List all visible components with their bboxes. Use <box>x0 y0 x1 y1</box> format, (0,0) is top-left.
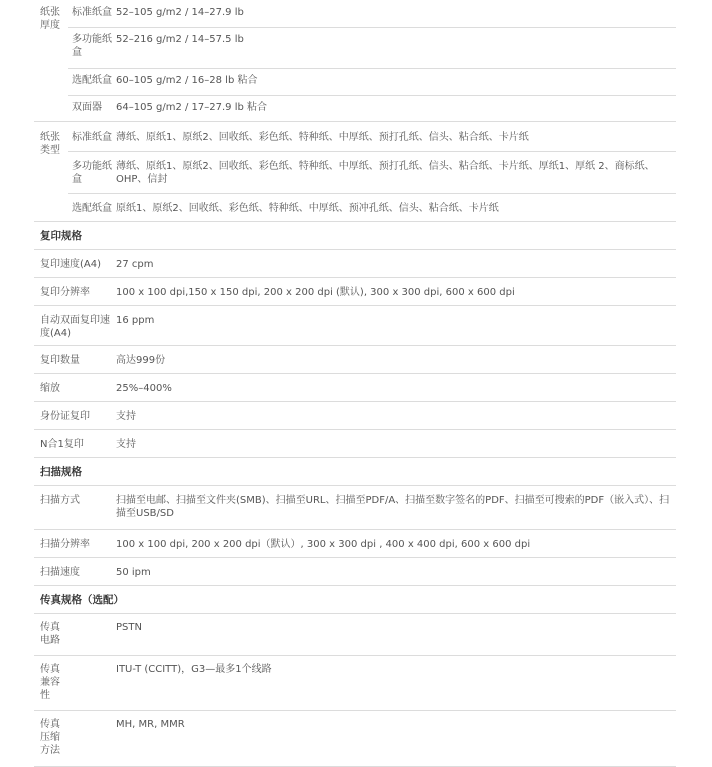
spec-value: 100 x 100 dpi,150 x 150 dpi, 200 x 200 dpi (默认), 300 x 300 dpi, 600 x 600 dpi <box>116 287 515 298</box>
table-row <box>34 655 676 711</box>
table-row <box>34 613 676 656</box>
source-label: 选配纸盒 <box>72 203 112 214</box>
table-row <box>68 121 676 152</box>
spec-value: 原纸1、原纸2、回收纸、彩色纸、特种纸、中厚纸、预冲孔纸、信头、粘合纸、卡片纸 <box>116 203 499 214</box>
table-row <box>68 95 676 122</box>
table-row <box>34 305 676 346</box>
spec-label: 扫描分辨率 <box>40 539 90 550</box>
paper-type-label: 纸张 类型 <box>40 132 60 156</box>
spec-value: 扫描至电邮、扫描至文件夹(SMB)、扫描至URL、扫描至PDF/A、扫描至数字签名的PDF、扫描至可搜索的PDF（嵌入式）、扫描至USB/SD <box>116 495 670 519</box>
spec-label: 自动双面复印速度(A4) <box>40 315 110 339</box>
table-row <box>34 345 676 374</box>
spec-label: 复印速度(A4) <box>40 259 102 270</box>
source-label: 选配纸盒 <box>72 75 112 86</box>
table-row <box>34 249 676 278</box>
spec-label: 传真 电路 <box>40 622 60 646</box>
spec-label: 扫描速度 <box>40 567 80 578</box>
spec-value: 薄纸、原纸1、原纸2、回收纸、彩色纸、特种纸、中厚纸、预打孔纸、信头、粘合纸、卡片纸 <box>116 132 529 143</box>
table-row <box>34 429 676 458</box>
table-row <box>68 68 676 96</box>
spec-value: 支持 <box>116 439 136 450</box>
paper-thickness-label: 纸张 厚度 <box>40 7 60 31</box>
table-row <box>68 193 676 222</box>
spec-label: 身份证复印 <box>40 411 90 422</box>
section-title: 传真规格（选配） <box>40 594 124 606</box>
source-label: 多功能纸盒 <box>72 34 112 58</box>
copy-section-header <box>34 221 676 250</box>
spec-label: 复印数量 <box>40 355 80 366</box>
source-label: 多功能纸盒 <box>72 161 112 185</box>
spec-value: 支持 <box>116 411 136 422</box>
spec-label: 传真 压缩 方法 <box>40 719 60 756</box>
source-label: 标准纸盒 <box>72 132 112 143</box>
spec-value: 高达999份 <box>116 355 166 366</box>
table-row <box>68 0 676 28</box>
table-row <box>34 557 676 586</box>
fax-section-header <box>34 585 676 614</box>
scan-section-header <box>34 457 676 486</box>
spec-value: 25%–400% <box>116 383 172 394</box>
spec-value: 60–105 g/m2 / 16–28 lb 粘合 <box>116 75 258 86</box>
table-row <box>34 485 676 530</box>
table-row <box>68 151 676 194</box>
table-row <box>34 710 676 767</box>
source-label: 标准纸盒 <box>72 7 112 18</box>
table-row <box>34 401 676 430</box>
spec-value: 100 x 100 dpi, 200 x 200 dpi（默认）, 300 x 300 dpi , 400 x 400 dpi, 600 x 600 dpi <box>116 539 531 550</box>
table-row <box>34 373 676 402</box>
spec-value: 50 ipm <box>116 567 151 578</box>
spec-value: MH, MR, MMR <box>116 719 185 730</box>
spec-value: 52–105 g/m2 / 14–27.9 lb <box>116 7 244 18</box>
spec-label: N合1复印 <box>40 439 84 450</box>
spec-value: ITU-T (CCITT)，G3—最多1个线路 <box>116 664 272 675</box>
section-title: 扫描规格 <box>40 466 82 478</box>
spec-value: PSTN <box>116 622 142 633</box>
spec-value: 64–105 g/m2 / 17–27.9 lb 粘合 <box>116 102 268 113</box>
spec-value: 薄纸、原纸1、原纸2、回收纸、彩色纸、特种纸、中厚纸、预打孔纸、信头、粘合纸、卡片纸、厚纸1、厚纸 2、商标纸、OHP、信封 <box>116 161 655 185</box>
spec-value: 16 ppm <box>116 315 155 326</box>
spec-value: 52–216 g/m2 / 14–57.5 lb <box>116 34 244 45</box>
section-title: 复印规格 <box>40 230 82 242</box>
table-row <box>34 529 676 558</box>
table-row <box>68 27 676 69</box>
spec-label: 扫描方式 <box>40 495 80 506</box>
spec-label: 复印分辨率 <box>40 287 90 298</box>
spec-value: 27 cpm <box>116 259 154 270</box>
source-label: 双面器 <box>72 102 102 113</box>
spec-label: 传真 兼容 性 <box>40 664 60 701</box>
spec-label: 缩放 <box>40 383 60 394</box>
table-row <box>34 277 676 306</box>
